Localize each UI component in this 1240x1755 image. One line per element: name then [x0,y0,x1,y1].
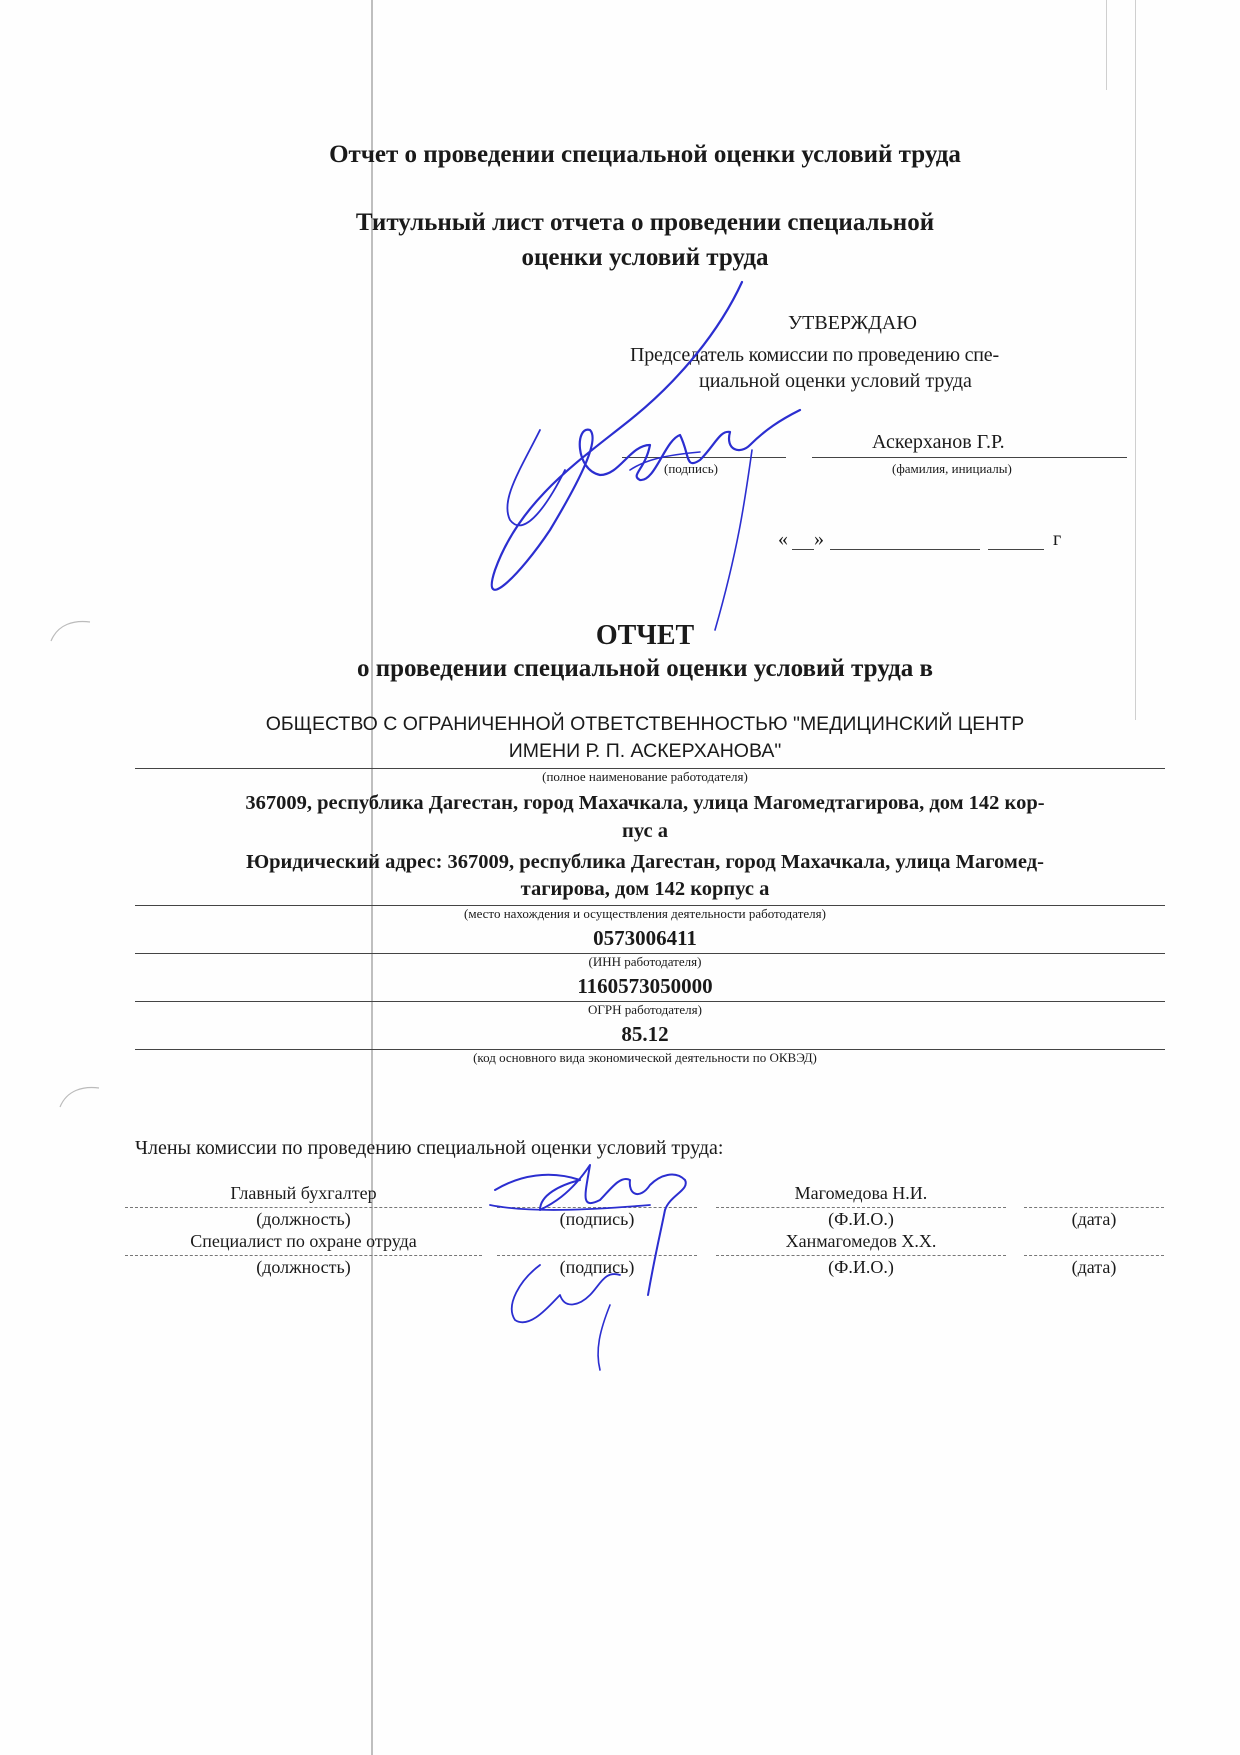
ogrn-caption: ОГРН работодателя) [588,1002,702,1017]
scan-line [1135,0,1136,720]
member-position-line [125,1207,482,1208]
address-caption: (место нахождения и осуществления деятельности работодателя) [464,906,826,921]
ogrn-value: 1160573050000 [577,974,713,998]
actual-address-cont: пус а [622,820,668,842]
employer-name-cont: ИМЕНИ Р. П. АСКЕРХАНОВА" [508,740,782,762]
report-subtitle: о проведении специальной оценки условий труда в [356,655,934,682]
member-date-caption: (дата) [1071,1209,1117,1229]
scan-mark [46,616,96,646]
report-title: ОТЧЕТ [595,620,695,651]
member-fio-caption: (Ф.И.О.) [828,1257,894,1277]
actual-address: 367009, республика Дагестан, город Махачкала, улица Магомедтагирова, дом 142 кор- [245,792,1045,814]
member-position: Специалист по охране отруда [190,1231,417,1251]
date-quote-open: « [778,528,788,550]
member-fio-caption: (Ф.И.О.) [828,1209,894,1229]
chairman-role-cont: циальной оценки условий труда [699,370,972,392]
title-page-heading: Титульный лист отчета о проведении специальной [355,209,935,236]
member-fio: Магомедова Н.И. [794,1183,928,1203]
scan-mark [55,1082,105,1112]
chairman-name: Аскерханов Г.Р. [872,431,1005,453]
member-date-line [1024,1255,1164,1256]
okved-caption: (код основного вида экономической деятельности по ОКВЭД) [473,1050,817,1065]
member-fio-line [716,1207,1006,1208]
member-fio-line [716,1255,1006,1256]
member-position-line [125,1255,482,1256]
member-signature-caption: (подпись) [559,1257,635,1277]
member-date-caption: (дата) [1071,1257,1117,1277]
member-position-caption: (должность) [256,1209,351,1229]
legal-address-cont: тагирова, дом 142 корпус а [520,878,770,900]
name-caption: (фамилия, инициалы) [892,461,1012,476]
chairman-signature [480,270,880,640]
member-signature-caption: (подпись) [559,1209,635,1229]
document-title: Отчет о проведении специальной оценки условий труда [329,141,961,168]
member-position-caption: (должность) [256,1257,351,1277]
legal-address: Юридический адрес: 367009, республика Дагестан, город Махачкала, улица Магомед- [246,851,1044,873]
employer-name-caption: (полное наименование работодателя) [542,769,748,784]
title-page-heading-cont: оценки условий труда [521,244,769,271]
date-year-line [988,549,1044,550]
member-signature [480,1155,730,1375]
inn-caption: (ИНН работодателя) [588,954,702,969]
member-position: Главный бухгалтер [230,1183,377,1203]
approve-label: УТВЕРЖДАЮ [788,312,917,334]
date-quote-close: » [814,528,824,550]
signature-caption: (подпись) [664,461,718,476]
commission-heading: Члены комиссии по проведению специальной оценки условий труда: [135,1137,724,1159]
chairman-role: Председатель комиссии по проведению спе- [630,344,999,366]
member-date-line [1024,1207,1164,1208]
inn-value: 0573006411 [593,926,697,950]
member-fio: Ханмагомедов Х.Х. [785,1231,937,1251]
okved-value: 85.12 [621,1022,669,1046]
scan-line [1106,0,1107,90]
year-suffix: г [1053,528,1062,550]
employer-name: ОБЩЕСТВО С ОГРАНИЧЕННОЙ ОТВЕТСТВЕННОСТЬЮ "МЕДИЦИНСКИЙ ЦЕНТР [265,713,1025,735]
